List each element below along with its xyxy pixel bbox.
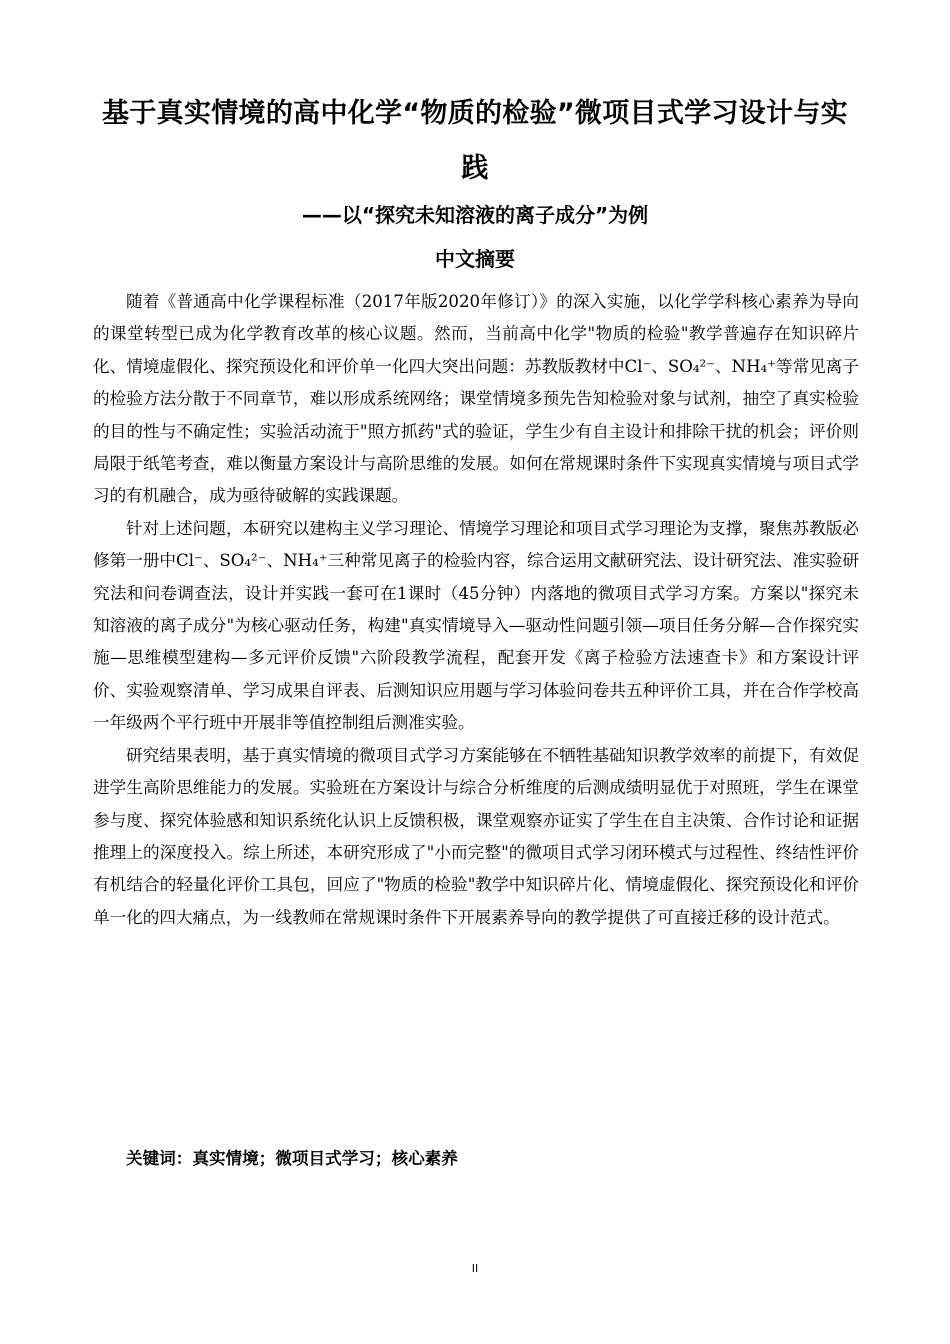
paper-title: 基于真实情境的高中化学“物质的检验”微项目式学习设计与实践 — [102, 98, 848, 184]
abstract-heading: 中文摘要 — [435, 247, 515, 271]
keywords-label: 关键词： — [126, 1149, 193, 1168]
abstract-paragraph-2: 针对上述问题，本研究以建构主义学习理论、情境学习理论和项目式学习理论为支撑，聚焦苏教版必修第一册中Cl⁻、SO₄²⁻、NH₄⁺三种常见离子的检验内容，综合运用文献研究法、设计研究法、准实验研究法和问卷调查法，设计并实践一套可在1课时（45分钟）内落地的微项目式学习方案。方案以"探究未知溶液的离子成分"为核心驱动任务，构建"真实情境导入—驱动性问题引领—项目任务分解—合作探究实施—思维模型建构—多元评价反馈"六阶段教学流程，配套开发《离子检验方法速查卡》和方案设计评价、实验观察清单、学习成果自评表、后测知识应用题与学习体验问卷共五种评价工具，并在合作学校高一年级两个平行班中开展非等值控制组后测准实验。 — [93, 518, 859, 733]
paper-subtitle: ——以“探究未知溶液的离子成分”为例 — [301, 203, 649, 227]
keywords-value: 真实情境；微项目式学习；核心素养 — [192, 1149, 458, 1168]
page-number: II — [471, 1262, 479, 1275]
abstract-paragraph-3: 研究结果表明，基于真实情境的微项目式学习方案能够在不牺牲基础知识教学效率的前提下，有效促进学生高阶思维能力的发展。实验班在方案设计与综合分析维度的后测成绩明显优于对照班，学生在课堂参与度、探究体验感和知识系统化认识上反馈积极，课堂观察亦证实了学生在自主决策、合作讨论和证据推理上的深度投入。综上所述，本研究形成了"小而完整"的微项目式学习闭环模式与过程性、终结性评价有机结合的轻量化评价工具包，回应了"物质的检验"教学中知识碎片化、情境虚假化、探究预设化和评价单一化的四大痛点，为一线教师在常规课时条件下开展素养导向的教学提供了可直接迁移的设计范式。 — [93, 745, 859, 927]
keywords-line — [126, 1144, 458, 1174]
abstract-paragraph-1: 随着《普通高中化学课程标准（2017年版2020年修订）》的深入实施，以化学学科核心素养为导向的课堂转型已成为化学教育改革的核心议题。然而，当前高中化学"物质的检验"教学普遍存在知识碎片化、情境虚假化、探究预设化和评价单一化四大突出问题：苏教版教材中Cl⁻、SO₄²⁻、NH₄⁺等常见离子的检验方法分散于不同章节，难以形成系统网络；课堂情境多预先告知检验对象与试剂，抽空了真实检验的目的性与不确定性；实验活动流于"照方抓药"式的验证，学生少有自主设计和排除干扰的机会；评价则局限于纸笔考查，难以衡量方案设计与高阶思维的发展。如何在常规课时条件下实现真实情境与项目式学习的有机融合，成为亟待破解的实践课题。 — [93, 292, 859, 506]
abstract-body — [93, 286, 859, 934]
